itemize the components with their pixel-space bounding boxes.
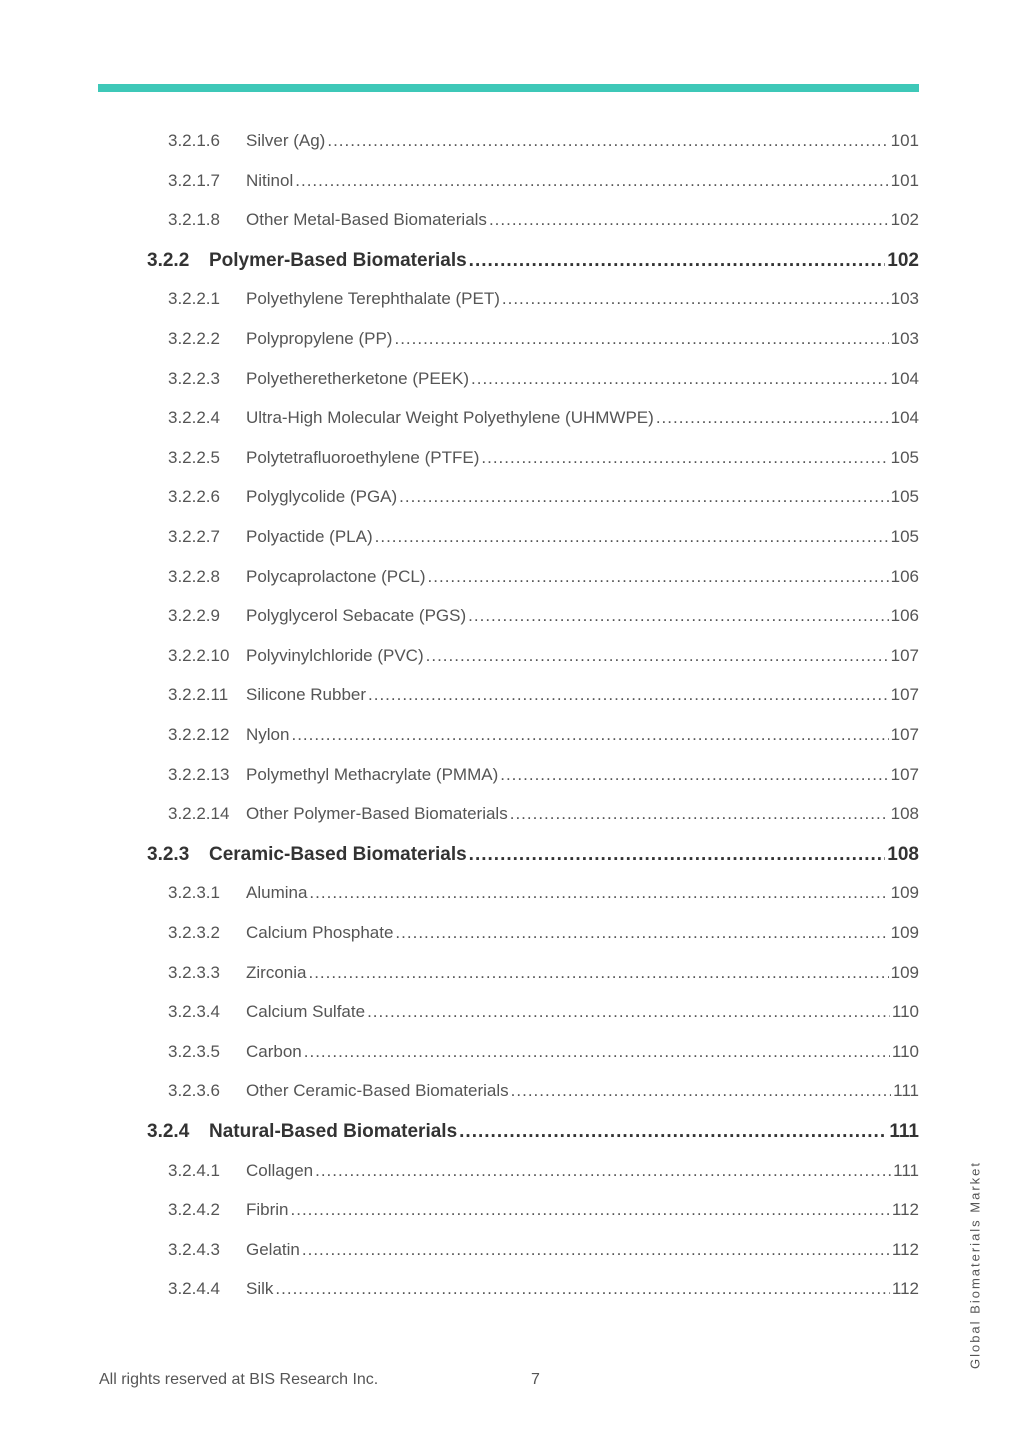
toc-subsection-entry[interactable]	[168, 646, 919, 666]
toc-subsection-entry[interactable]	[168, 883, 919, 903]
toc-entry-page: 109	[890, 883, 919, 903]
toc-entry-title: Polyactide (PLA)	[246, 527, 373, 546]
toc-subsection-entry[interactable]	[168, 1279, 919, 1299]
toc-entry-page: 109	[890, 962, 919, 982]
toc-entry-number: 3.2.4.2	[168, 1200, 220, 1220]
toc-subsection-entry[interactable]	[168, 369, 919, 389]
toc-dot-leader	[309, 883, 888, 903]
toc-entry-title: Polytetrafluoroethylene (PTFE)	[246, 447, 480, 467]
toc-dot-leader	[502, 289, 889, 309]
toc-entry-number: 3.2.4.3	[168, 1239, 220, 1259]
toc-dot-leader	[469, 844, 886, 866]
toc-dot-leader	[295, 171, 888, 191]
toc-entry-title: Silk	[246, 1279, 274, 1299]
toc-subsection-entry[interactable]	[168, 448, 919, 468]
toc-entry-title: Fibrin	[246, 1200, 289, 1220]
toc-entry-number: 3.2.2.3	[168, 368, 220, 388]
toc-entry-page: 105	[890, 447, 919, 467]
toc-entry-number: 3.2.2.2	[168, 329, 220, 348]
toc-entry-page: 107	[890, 645, 919, 665]
toc-entry-page: 106	[890, 566, 919, 586]
toc-subsection-entry[interactable]	[168, 923, 919, 943]
toc-subsection-entry[interactable]	[168, 487, 919, 507]
toc-dot-leader	[459, 1121, 887, 1143]
toc-dot-leader	[481, 448, 888, 468]
toc-entry-title: Polyethylene Terephthalate (PET)	[246, 289, 500, 309]
toc-entry-title: Other Ceramic-Based Biomaterials	[246, 1081, 509, 1101]
toc-subsection-entry[interactable]	[168, 963, 919, 983]
toc-dot-leader	[291, 725, 888, 745]
toc-subsection-entry[interactable]	[168, 289, 919, 309]
toc-entry-page: 107	[890, 764, 919, 784]
toc-section-entry[interactable]	[147, 844, 919, 866]
toc-entry-title: Silver (Ag)	[246, 131, 326, 150]
toc-dot-leader	[302, 1240, 890, 1260]
toc-entry-page: 108	[887, 843, 919, 865]
toc-section-entry[interactable]	[147, 1121, 919, 1143]
toc-subsection-entry[interactable]	[168, 527, 919, 547]
toc-subsection-entry[interactable]	[168, 765, 919, 785]
toc-entry-number: 3.2.2.13	[168, 764, 230, 784]
toc-dot-leader	[399, 487, 888, 507]
toc-subsection-entry[interactable]	[168, 804, 919, 824]
toc-entry-page: 104	[890, 408, 919, 428]
toc-entry-number: 3.2.4.1	[168, 1160, 220, 1180]
toc-entry-page: 112	[891, 1279, 919, 1299]
toc-entry-title: Polyvinylchloride (PVC)	[246, 645, 424, 665]
toc-entry-page: 107	[890, 685, 919, 705]
toc-entry-title: Polyglycolide (PGA)	[246, 487, 398, 507]
toc-entry-title: Ceramic-Based Biomaterials	[209, 843, 467, 865]
toc-entry-number: 3.2.3.4	[168, 1002, 220, 1022]
toc-dot-leader	[327, 131, 888, 151]
toc-entry-page: 111	[889, 1121, 919, 1142]
toc-entry-title: Natural-Based Biomaterials	[209, 1121, 458, 1142]
toc-entry-page: 101	[890, 131, 919, 150]
toc-subsection-entry[interactable]	[168, 408, 919, 428]
toc-entry-page: 105	[890, 487, 919, 507]
toc-entry-number: 3.2.3	[147, 843, 190, 865]
toc-entry-title: Nylon	[246, 725, 290, 744]
toc-dot-leader	[511, 1081, 892, 1101]
toc-entry-page: 107	[890, 725, 919, 744]
toc-entry-page: 110	[891, 1002, 919, 1022]
toc-entry-page: 112	[891, 1239, 919, 1259]
toc-entry-number: 3.2.2.10	[168, 645, 230, 665]
toc-dot-leader	[428, 567, 889, 587]
toc-entry-number: 3.2.2.12	[168, 725, 230, 744]
toc-dot-leader	[471, 369, 889, 389]
toc-dot-leader	[468, 606, 888, 626]
toc-dot-leader	[469, 250, 886, 272]
toc-entry-number: 3.2.3.1	[168, 883, 220, 903]
toc-entry-number: 3.2.2.4	[168, 408, 220, 428]
toc-subsection-entry[interactable]	[168, 1042, 919, 1062]
toc-dot-leader	[367, 1002, 890, 1022]
toc-entry-number: 3.2.4.4	[168, 1279, 220, 1299]
footer-copyright: All rights reserved at BIS Research Inc.	[99, 1371, 379, 1388]
toc-entry-title: Polycaprolactone (PCL)	[246, 566, 426, 586]
toc-entry-title: Collagen	[246, 1160, 314, 1180]
toc-dot-leader	[656, 408, 889, 428]
toc-dot-leader	[368, 685, 889, 705]
toc-subsection-entry[interactable]	[168, 1081, 919, 1101]
header-accent-rule	[98, 84, 919, 92]
toc-entry-number: 3.2.2.5	[168, 447, 220, 467]
toc-entry-number: 3.2.3.6	[168, 1081, 220, 1101]
toc-entry-title: Calcium Phosphate	[246, 923, 394, 942]
toc-dot-leader	[275, 1279, 889, 1299]
toc-entry-number: 3.2.2.14	[168, 804, 230, 824]
toc-subsection-entry[interactable]	[168, 725, 919, 745]
toc-entry-title: Carbon	[246, 1041, 302, 1061]
toc-entry-number: 3.2.1.8	[168, 210, 220, 230]
toc-entry-number: 3.2.3.2	[168, 923, 220, 942]
toc-dot-leader	[304, 1042, 890, 1062]
toc-dot-leader	[510, 804, 889, 824]
toc-entry-number: 3.2.3.5	[168, 1041, 220, 1061]
toc-entry-number: 3.2.1.6	[168, 131, 220, 150]
toc-dot-leader	[394, 329, 888, 349]
toc-entry-page: 109	[890, 923, 919, 942]
toc-entry-title: Polymethyl Methacrylate (PMMA)	[246, 764, 499, 784]
toc-dot-leader	[308, 963, 888, 983]
toc-subsection-entry[interactable]	[168, 685, 919, 705]
toc-entry-page: 102	[887, 249, 919, 271]
toc-dot-leader	[395, 923, 888, 943]
toc-entry-title: Other Polymer-Based Biomaterials	[246, 804, 508, 824]
toc-entry-title: Polyglycerol Sebacate (PGS)	[246, 606, 467, 626]
toc-entry-title: Polypropylene (PP)	[246, 329, 393, 348]
toc-entry-number: 3.2.2.11	[168, 685, 229, 705]
toc-subsection-entry[interactable]	[168, 1200, 919, 1220]
toc-dot-leader	[375, 527, 889, 547]
toc-entry-title: Polyetheretherketone (PEEK)	[246, 368, 470, 388]
toc-entry-title: Polymer-Based Biomaterials	[209, 249, 467, 271]
toc-subsection-entry[interactable]	[168, 1240, 919, 1260]
toc-dot-leader	[315, 1161, 891, 1181]
toc-entry-page: 102	[890, 210, 919, 230]
toc-entry-page: 111	[893, 1081, 919, 1101]
toc-subsection-entry[interactable]	[168, 606, 919, 626]
toc-entry-title: Silicone Rubber	[246, 685, 367, 705]
toc-subsection-entry[interactable]	[168, 131, 919, 151]
toc-subsection-entry[interactable]	[168, 329, 919, 349]
toc-subsection-entry[interactable]	[168, 210, 919, 230]
toc-entry-page: 104	[890, 368, 919, 388]
toc-dot-leader	[489, 210, 889, 230]
toc-entry-title: Alumina	[246, 883, 308, 903]
toc-entry-number: 3.2.2.6	[168, 487, 220, 507]
toc-entry-title: Gelatin	[246, 1239, 300, 1259]
toc-entry-number: 3.2.2.1	[168, 289, 220, 309]
toc-section-entry[interactable]	[147, 250, 919, 272]
footer-page-number: 7	[531, 1371, 540, 1388]
toc-subsection-entry[interactable]	[168, 1161, 919, 1181]
toc-entry-page: 105	[890, 527, 919, 546]
toc-subsection-entry[interactable]	[168, 567, 919, 587]
toc-entry-page: 112	[891, 1200, 919, 1220]
toc-entry-page: 106	[890, 606, 919, 626]
toc-entry-page: 101	[890, 170, 919, 190]
toc-dot-leader	[500, 765, 888, 785]
toc-entry-number: 3.2.2	[147, 249, 190, 271]
toc-entry-title: Nitinol	[246, 170, 294, 190]
toc-entry-title: Calcium Sulfate	[246, 1002, 366, 1022]
toc-entry-page: 103	[890, 289, 919, 309]
toc-entry-title: Other Metal-Based Biomaterials	[246, 210, 487, 230]
toc-entry-number: 3.2.1.7	[168, 170, 220, 190]
toc-subsection-entry[interactable]	[168, 171, 919, 191]
toc-entry-page: 103	[890, 329, 919, 348]
toc-entry-number: 3.2.2.7	[168, 527, 220, 546]
toc-entry-title: Zirconia	[246, 962, 307, 982]
toc-entry-number: 3.2.2.8	[168, 566, 220, 586]
toc-entry-page: 108	[890, 804, 919, 824]
side-running-title: Global Biomaterials Market	[967, 1160, 983, 1370]
toc-entry-title: Ultra-High Molecular Weight Polyethylene (UHMWPE)	[246, 408, 654, 428]
toc-dot-leader	[426, 646, 889, 666]
toc-dot-leader	[291, 1200, 890, 1220]
toc-entry-number: 3.2.4	[147, 1121, 190, 1142]
toc-entry-number: 3.2.3.3	[168, 962, 220, 982]
toc-entry-page: 110	[891, 1041, 919, 1061]
toc-entry-number: 3.2.2.9	[168, 606, 220, 626]
toc-entry-page: 111	[893, 1160, 919, 1180]
toc-subsection-entry[interactable]	[168, 1002, 919, 1022]
